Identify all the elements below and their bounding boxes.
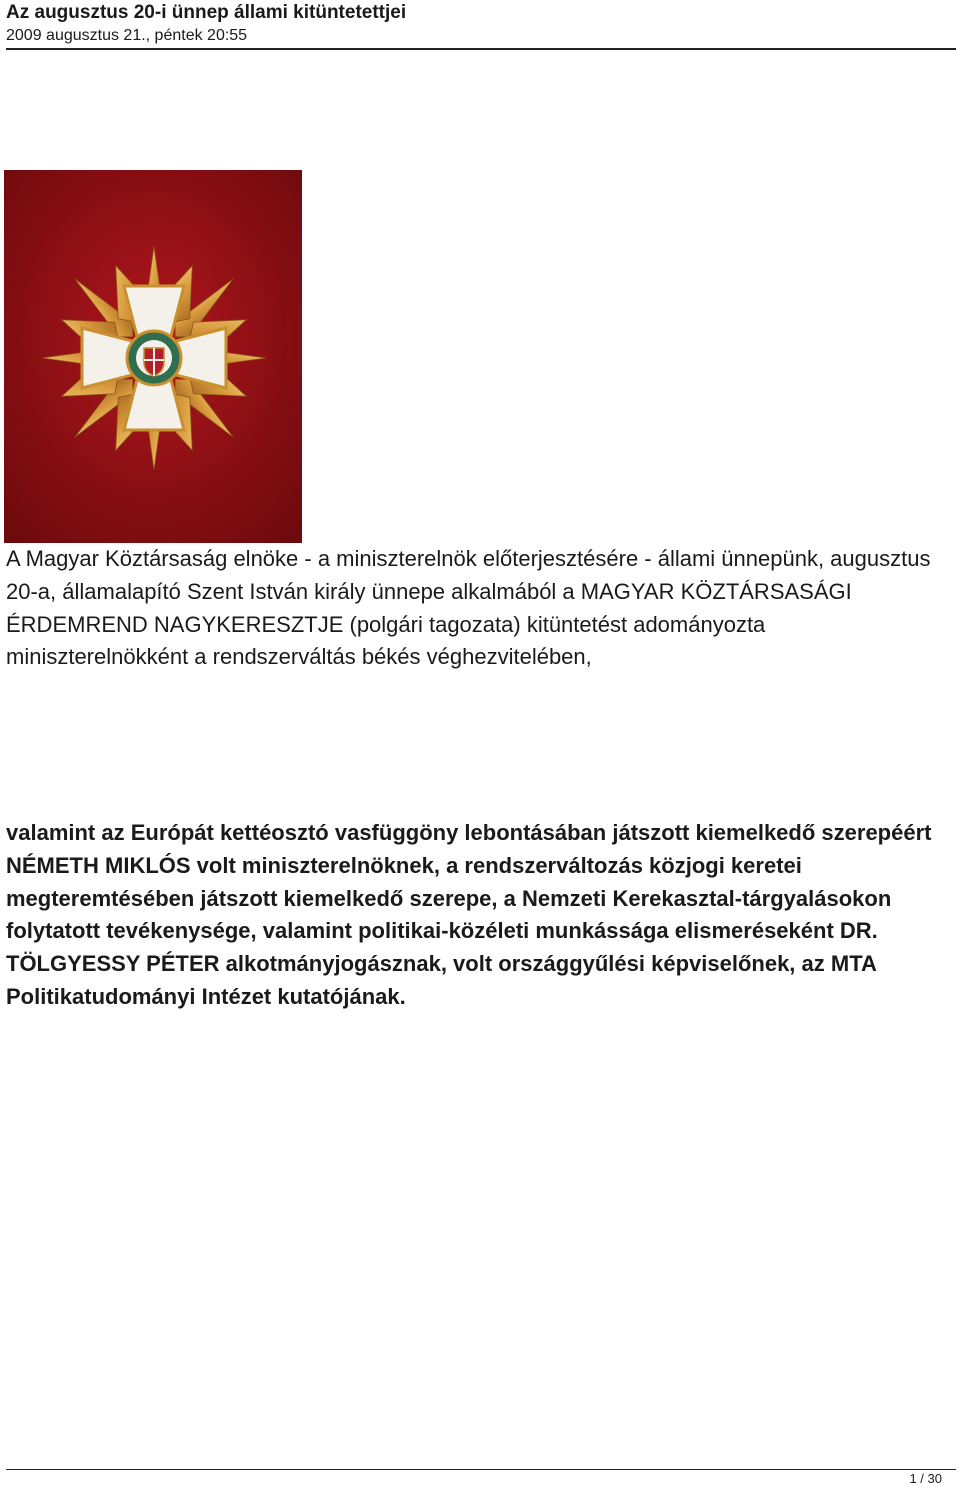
order-of-merit-star-medal-icon bbox=[4, 170, 302, 543]
page-title: Az augusztus 20-i ünnep állami kitüntetettjei bbox=[6, 2, 407, 23]
body-paragraph-2: valamint az Európát kettéosztó vasfüggöny lebontásában játszott kiemelkedő szerepéért NÉMETH MIKLÓS volt miniszterelnöknek, a rendszerváltozás közjogi keretei megteremtésében játszott kiemelkedő szerepe, a Nemzeti Kerekasztal-tárgyalásokon folytatott tevékenysége, valamint politikai-közéleti munkássága elismeréseként DR. TÖLGYESSY PÉTER alkotmányjogásznak, volt országgyűlési képviselőnek, az MTA Politikatudományi Intézet kutatójának. bbox=[6, 820, 932, 1009]
publish-date: 2009 augusztus 21., péntek 20:55 bbox=[6, 27, 248, 44]
footer-divider bbox=[6, 1469, 956, 1470]
page-number: 1 / 30 bbox=[909, 1471, 942, 1486]
body-paragraph-1: A Magyar Köztársaság elnöke - a miniszterelnök előterjesztésére - állami ünnepünk, augusztus 20-a, államalapító Szent István király ünnepe alkalmából a MAGYAR KÖZTÁRSASÁGI ÉRDEMREND NAGYKERESZTJE (polgári tagozata) kitüntetést adományozta miniszterelnökként a rendszerváltás békés véghezvitelében, bbox=[6, 546, 931, 670]
wreath-medallion bbox=[127, 331, 181, 385]
page-header bbox=[6, 0, 956, 46]
header-divider bbox=[6, 48, 956, 50]
